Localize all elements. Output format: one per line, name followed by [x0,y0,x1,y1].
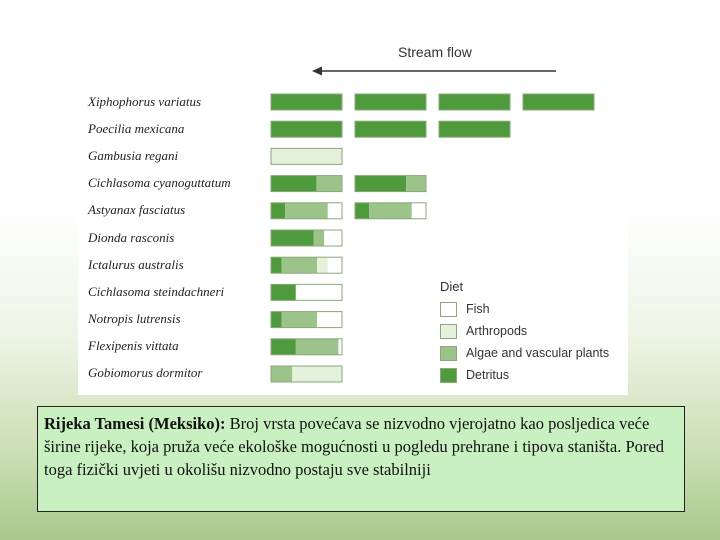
species-label: Astyanax fasciatus [88,202,186,217]
legend-label: Algae and vascular plants [466,346,610,360]
species-label: Cichlasoma cyanoguttatum [88,175,231,190]
legend-swatch-algae [440,346,457,361]
stream-flow-arrow-icon [310,64,560,78]
legend-label: Detritus [466,368,510,382]
species-label: Flexipenis vittata [88,338,179,353]
legend-label: Fish [466,302,490,316]
legend-item-detritus [440,367,640,385]
species-label: Ictalurus australis [88,257,184,272]
species-label: Notropis lutrensis [88,311,181,326]
legend-item-arthropods [440,323,640,341]
species-label: Cichlasoma steindachneri [88,284,225,299]
legend-label: Arthropods [466,324,528,338]
legend-item-algae [440,345,640,363]
legend-title: Diet [440,279,464,294]
legend-swatch-detritus [440,368,457,383]
species-label: Gobiomorus dormitor [88,365,203,380]
species-label: Gambusia regani [88,148,179,163]
caption-text: Broj vrsta povećava se nizvodno vjerojatno kao posljedica veće širine rijeke, koja pruža veće ekološke mogućnosti u pogledu prehrane i tipova staništa. Pored toga fizički uvjeti u okolišu nizvodno postaju sve stabilniji [44,414,664,479]
legend-swatch-arthropods [440,324,457,339]
species-label: Dionda rasconis [88,230,175,245]
legend-item-fish [440,301,640,319]
legend-swatch-fish [440,302,457,317]
stream-flow-label: Stream flow [398,44,472,60]
caption-box [37,406,685,512]
species-label: Poecilia mexicana [88,121,185,136]
species-label: Xiphophorus variatus [88,94,202,109]
caption-title: Rijeka Tamesi (Meksiko): [44,414,226,433]
